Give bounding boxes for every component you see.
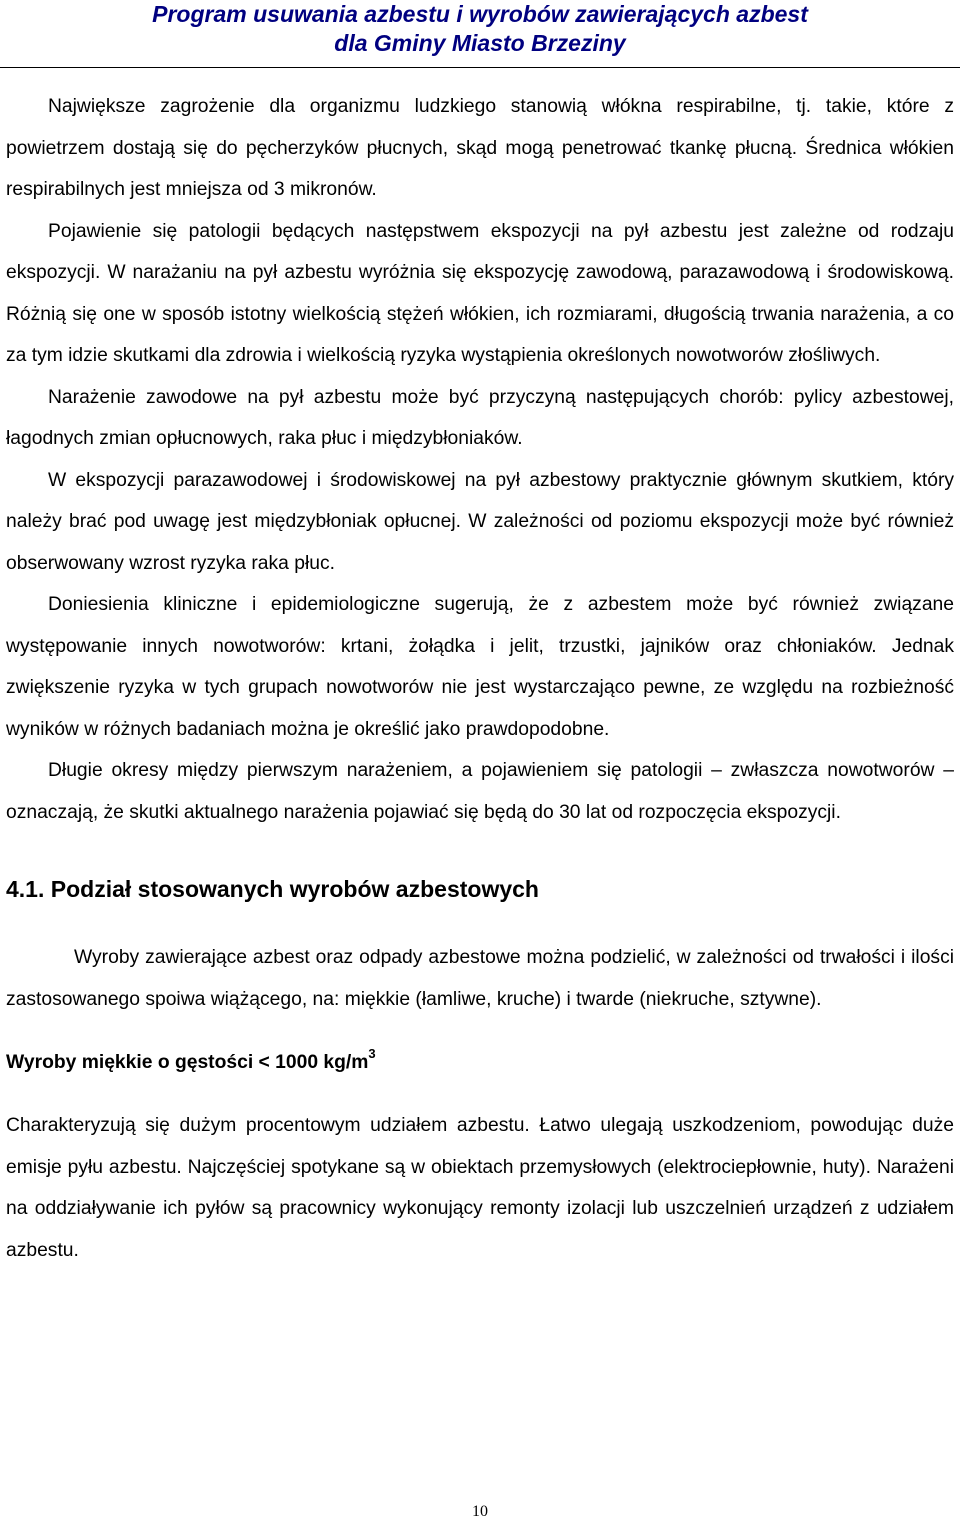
paragraph-classification: Wyroby zawierające azbest oraz odpady azbestowe można podzielić, w zależności od trwałości i ilości zastosowanego spoiwa wiążącego, na: miękkie (łamliwe, kruche) i twarde (niekruche, sztywne). (6, 947, 954, 1010)
paragraph-exposure-types: Pojawienie się patologii będących następstwem ekspozycji na pył azbestu jest zależne od rodzaju ekspozycji. W narażaniu na pył azbestu wyróżnia się ekspozycję zawodową, parazawodową i środowiskową. Różnią się one w sposób istotny wielkością stężeń włókien, ich rozmiarami, długością trwania narażenia, a co za tym idzie skutkami dla zdrowia i wielkością ryzyka wystąpienia określonych nowotworów złośliwych. (6, 220, 954, 366)
paragraph-environmental-exposure: W ekspozycji parazawodowej i środowiskowej na pył azbestowy praktycznie głównym skutkiem, który należy brać pod uwagę jest międzybłoniak opłucnej. W zależności od poziomu ekspozycji może być również obserwowany wzrost ryzyka raka płuc. (6, 469, 954, 574)
paragraph-respirable-fibres: Największe zagrożenie dla organizmu ludzkiego stanowią włókna respirabilne, tj. takie, które z powietrzem dostają się do pęcherzyków płucnych, skąd mogą penetrować tkankę płucną. Średnica włókien respirabilnych jest mniejsza od 3 mikronów. (6, 96, 954, 200)
superscript-exponent: 3 (368, 1046, 376, 1061)
subsection-heading (6, 1034, 954, 1083)
header-divider (0, 67, 960, 68)
paragraph-other-cancers: Doniesienia kliniczne i epidemiologiczne sugerują, że z azbestem może być również związane występowanie innych nowotworów: krtani, żołądka i jelit, trzustki, jajników oraz chłoniaków. Jednak zwiększenie ryzyka w tych grupach nowotworów nie jest wystarczająco pewne, ze względu na rozbieżność wyników w różnych badaniach można je określić jako prawdopodobne. (6, 594, 954, 740)
page-number: 10 (472, 1503, 488, 1520)
page-header (0, 0, 960, 58)
paragraph-latency: Długie okresy między pierwszym narażeniem, a pojawieniem się patologii – zwłaszcza nowotworów – oznaczają, że skutki aktualnego narażenia pojawiać się będą do 30 lat od rozpoczęcia ekspozycji. (6, 760, 954, 823)
header-title-line-2: dla Gminy Miasto Brzeziny (334, 30, 626, 56)
header-title-line-1: Program usuwania azbestu i wyrobów zawierających azbest (152, 1, 808, 27)
paragraph-soft-products: Charakteryzują się dużym procentowym udziałem azbestu. Łatwo ulegają uszkodzeniom, powodując duże emisje pyłu azbestu. Najczęściej spotykane są w obiektach przemysłowych (elektrociepłownie, huty). Narażeni na oddziaływanie ich pyłów są pracownicy wykonujący remonty izolacji lub uszczelnień urządzeń z udziałem azbestu. (6, 1115, 954, 1261)
document-body (6, 86, 954, 1271)
paragraph-occupational-exposure: Narażenie zawodowe na pył azbestu może być przyczyną następujących chorób: pylicy azbestowej, łagodnych zmian opłucnowych, raka płuc i międzybłoniaków. (6, 386, 954, 449)
subsection-heading-text: Wyroby miękkie o gęstości < 1000 kg/m (6, 1052, 369, 1073)
section-heading: 4.1. Podział stosowanych wyrobów azbestowych (6, 876, 539, 902)
